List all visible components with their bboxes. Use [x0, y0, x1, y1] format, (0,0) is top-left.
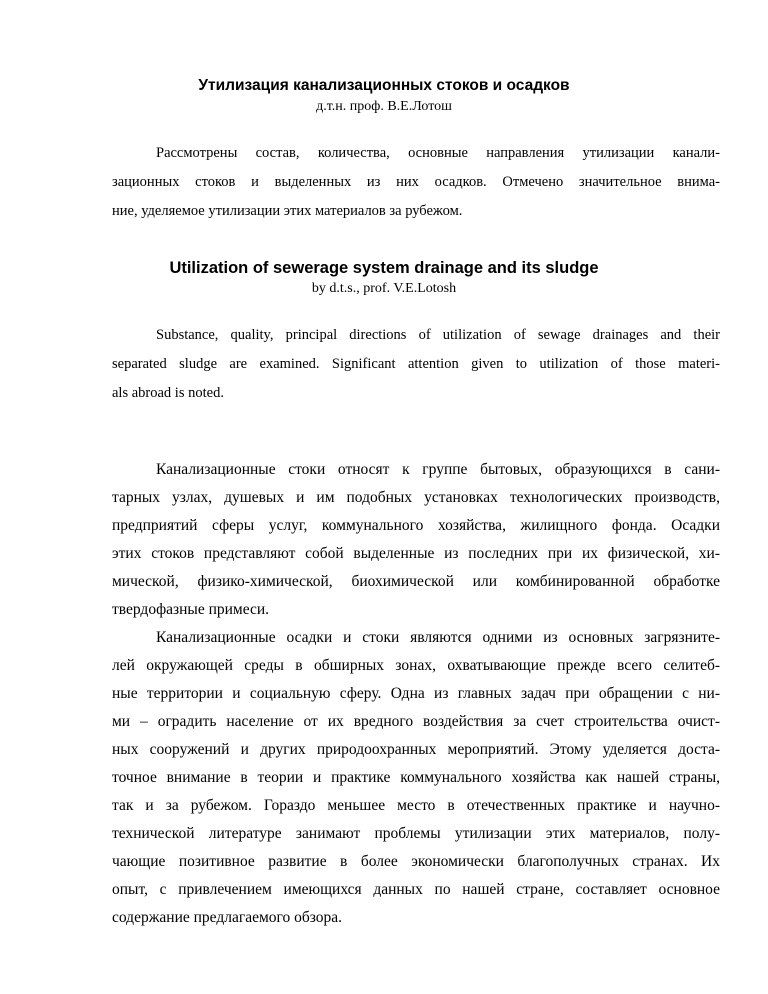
abstract-ru-line: Рассмотрены состав, количества, основные направления утилизации канали- [156, 145, 720, 161]
body-line: мической, физико-химической, биохимической или комбинированной обработке [112, 573, 720, 590]
body-line: опыт, с привлечением имеющихся данных по нашей стране, составляет основное [112, 881, 720, 898]
body-line: тарных узлах, душевых и им подобных установках технологических производств, [112, 489, 720, 506]
body-line: ные территории и социальную сферу. Одна из главных задач при обращении с ни- [112, 685, 720, 702]
title-russian: Утилизация канализационных стоков и осадков [198, 77, 570, 94]
author-russian: д.т.н. проф. В.Е.Лотош [316, 99, 452, 114]
body-line: точное внимание в теории и практике коммунального хозяйства как нашей страны, [112, 769, 720, 786]
abstract-en-line: Substance, quality, principal directions of utilization of sewage drainages and their [156, 327, 720, 343]
body-line: Канализационные стоки относят к группе бытовых, образующихся в сани- [156, 461, 720, 478]
body-line: Канализационные осадки и стоки являются одними из основных загрязните- [156, 629, 720, 646]
abstract-en-line: als abroad is noted. [112, 385, 224, 401]
abstract-ru-line: ние, уделяемое утилизации этих материалов за рубежом. [112, 203, 463, 219]
body-line: чающие позитивное развитие в более экономически благополучных странах. Их [112, 853, 720, 870]
body-line: технической литературе занимают проблемы утилизации этих материалов, полу- [112, 825, 720, 842]
body-line: ми – оградить население от их вредного воздействия за счет строительства очист- [112, 713, 720, 730]
body-line: твердофазные примеси. [112, 601, 270, 618]
body-line: этих стоков представляют собой выделенные из последних при их физической, хи- [112, 545, 720, 562]
author-english: by d.t.s., prof. V.E.Lotosh [311, 281, 457, 296]
body-line: ных сооружений и других природоохранных мероприятий. Этому уделяется доста- [112, 741, 720, 758]
title-english: Utilization of sewerage system drainage and its sludge [169, 259, 599, 277]
body-line: лей окружающей среды в обширных зонах, охватывающие прежде всего селитеб- [112, 657, 720, 674]
body-line: содержание предлагаемого обзора. [112, 909, 343, 926]
abstract-en-line: separated sludge are examined. Significant attention given to utilization of those materi- [112, 356, 720, 372]
body-line: предприятий сферы услуг, коммунального хозяйства, жилищного фонда. Осадки [112, 517, 720, 534]
abstract-ru-line: зационных стоков и выделенных из них осадков. Отмечено значительное внима- [112, 174, 720, 190]
body-line: так и за рубежом. Гораздо меньшее место в отечественных практике и научно- [112, 797, 720, 814]
